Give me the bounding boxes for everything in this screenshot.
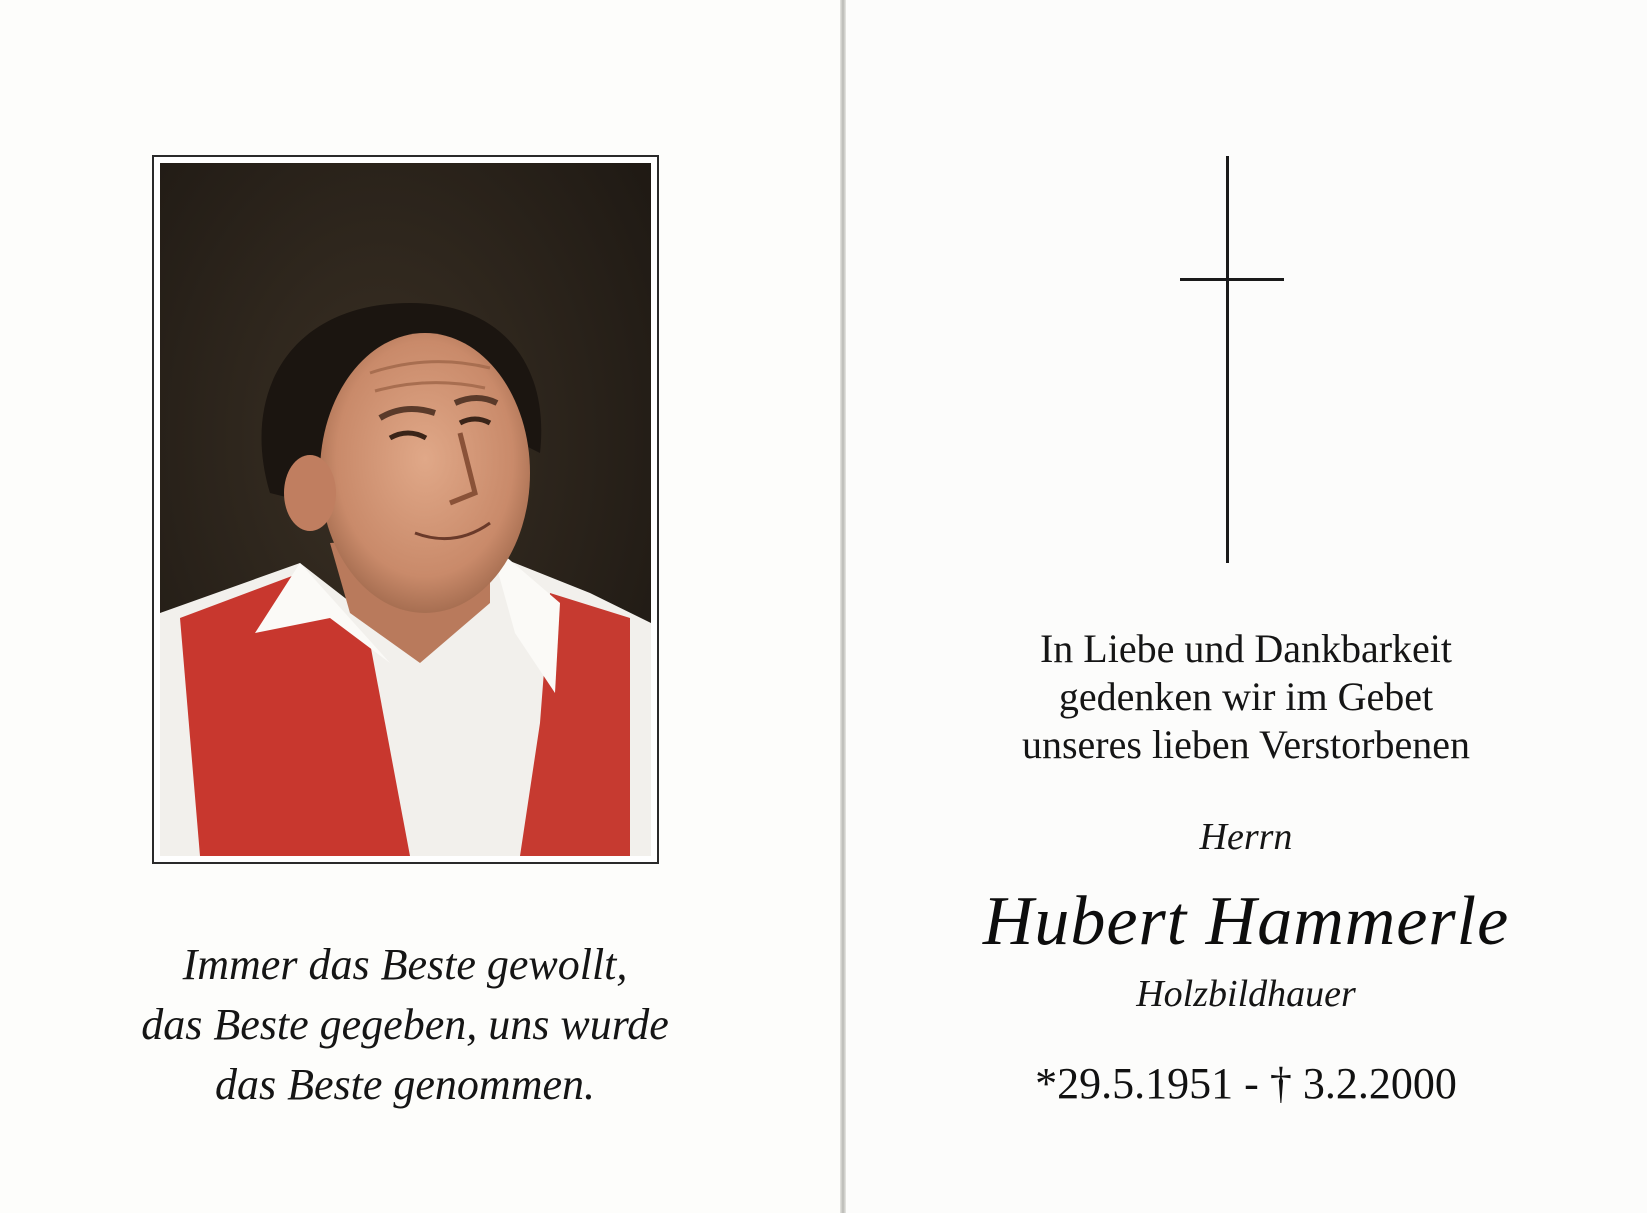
- cross-icon-bar: [1180, 278, 1284, 281]
- salutation: Herrn: [1199, 816, 1293, 858]
- portrait-photo: [160, 163, 651, 856]
- right-page: [846, 0, 1647, 1213]
- dedication-text: [886, 625, 1606, 769]
- life-dates: *29.5.1951 - † 3.2.2000: [1035, 1059, 1457, 1108]
- quote-line: das Beste genommen.: [214, 1060, 595, 1109]
- deceased-name: Hubert Hammerle: [982, 883, 1510, 960]
- portrait-frame: [152, 155, 659, 864]
- quote-line: das Beste gegeben, uns wurde: [141, 1000, 669, 1049]
- dedication-line: In Liebe und Dankbarkeit: [1039, 626, 1453, 671]
- face: [320, 333, 530, 613]
- dedication-line: unseres lieben Verstorbenen: [1021, 722, 1470, 767]
- dedication-line: gedenken wir im Gebet: [1058, 674, 1434, 719]
- quote-line: Immer das Beste gewollt,: [182, 940, 628, 989]
- ear: [284, 455, 336, 531]
- cross-icon: [1226, 156, 1229, 563]
- memorial-quote: [110, 935, 700, 1115]
- occupation: Holzbildhauer: [1136, 973, 1356, 1015]
